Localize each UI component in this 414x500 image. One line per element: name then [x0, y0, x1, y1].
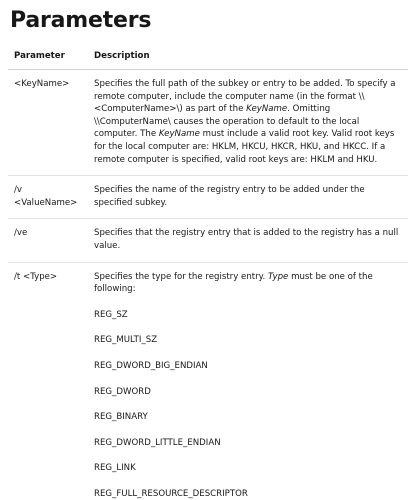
section-heading: Parameters [10, 8, 152, 33]
param-v-flag: /v [14, 185, 22, 196]
table-header-row [8, 42, 408, 70]
table-row [8, 262, 408, 500]
param-v-name: <ValueName> [14, 197, 78, 208]
parameters-table [8, 42, 408, 500]
desc-emphasis: KeyName [158, 129, 200, 140]
table-row [8, 219, 408, 262]
type-list-item: REG_MULTI_SZ [94, 335, 158, 346]
desc-text: . Omitting \\ComputerName\ causes the operation to default to the local computer. The [94, 104, 360, 140]
param-v [8, 176, 88, 219]
parameter-column-header: Parameter [8, 42, 88, 70]
param-keyname: <KeyName> [8, 70, 88, 176]
description-ve: Specifies that the registry entry that is added to the registry has a null value. [88, 219, 408, 262]
description-t [88, 262, 408, 500]
desc-emphasis: KeyName [246, 104, 288, 115]
type-list-item: REG_BINARY [94, 412, 148, 423]
description-keyname [88, 70, 408, 176]
desc-emphasis: Type [268, 271, 289, 282]
type-list-item: REG_FULL_RESOURCE_DESCRIPTOR [94, 488, 248, 499]
type-list-item: REG_LINK [94, 463, 136, 474]
table-row [8, 176, 408, 219]
type-list-item: REG_DWORD_BIG_ENDIAN [94, 360, 208, 371]
desc-text: Specifies the full path of the subkey or entry to be added. To specify a remote computer, include the computer name (in the format \\<ComputerName>\) as part of the [94, 79, 396, 115]
type-list-item: REG_DWORD_LITTLE_ENDIAN [94, 437, 221, 448]
desc-text: must include a valid root key. Valid root keys for the local computer are: HKLM, HKCU, HKCR, HKU, and HKCC. If a remote computer is specified, valid root keys are: HKLM and HKU. [94, 129, 395, 165]
desc-text: Specifies the type for the registry entry. [94, 271, 268, 282]
desc-text: must be one of the following: [94, 271, 373, 295]
description-v: Specifies the name of the registry entry to be added under the specified subkey. [88, 176, 408, 219]
table-row [8, 70, 408, 176]
param-t: /t <Type> [8, 262, 88, 500]
type-list-item: REG_DWORD [94, 386, 151, 397]
param-ve: /ve [8, 219, 88, 262]
type-list-item: REG_SZ [94, 309, 128, 320]
description-column-header: Description [88, 42, 408, 70]
